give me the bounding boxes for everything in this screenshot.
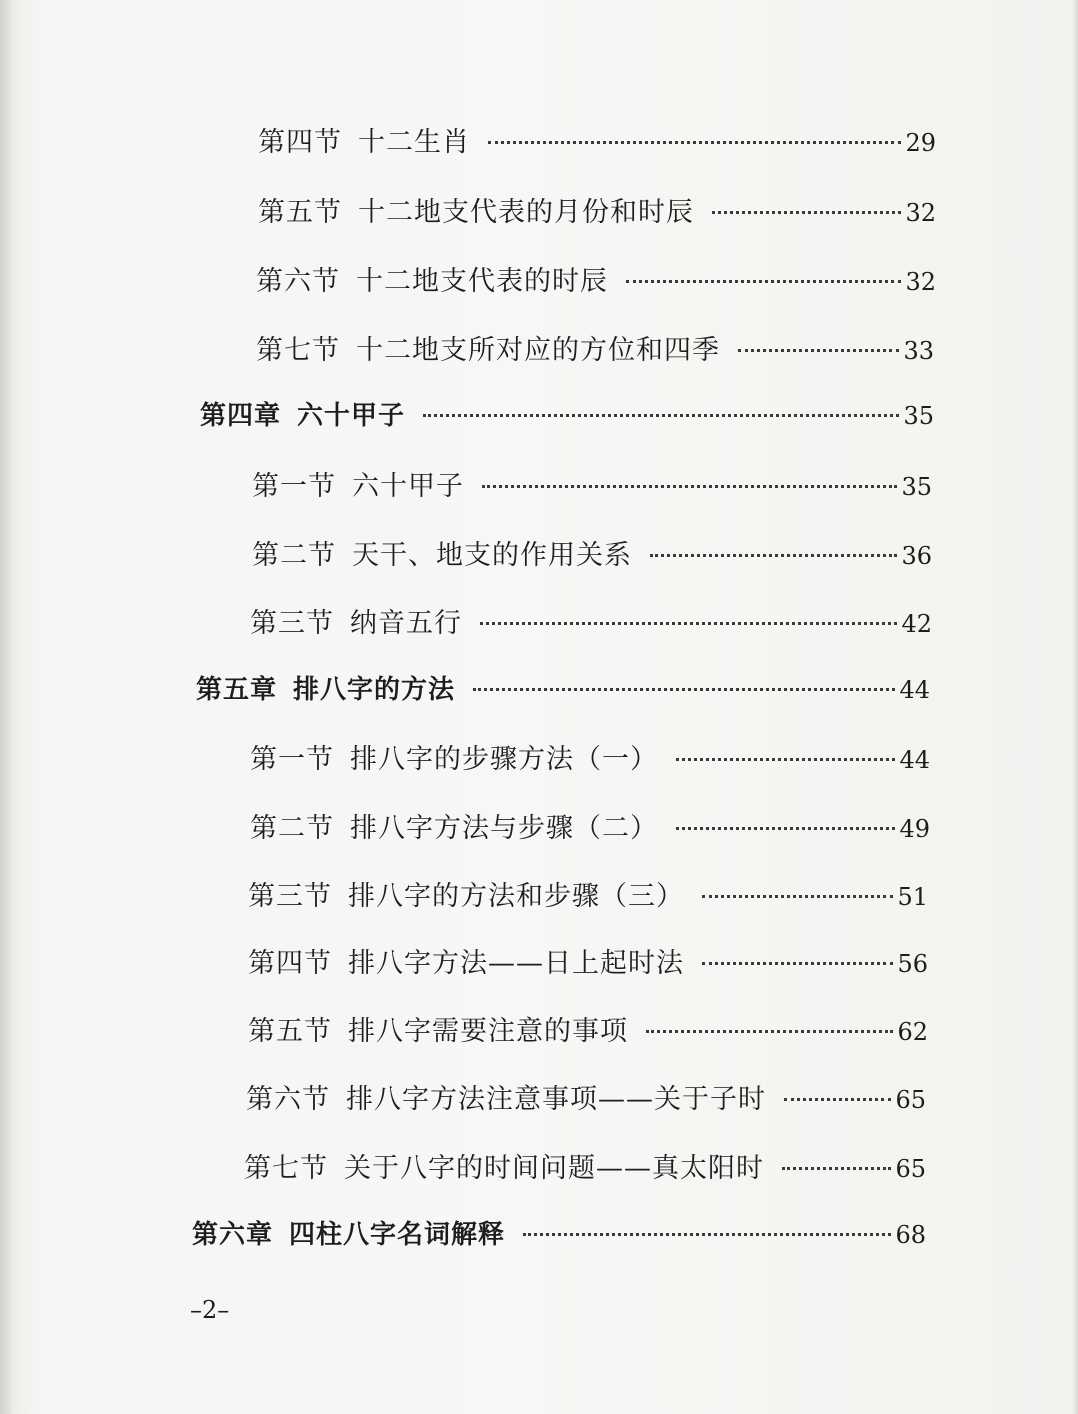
toc-entry-page: 44 — [899, 746, 930, 774]
dot-leader — [473, 688, 895, 691]
toc-entry-label: 第七节 — [244, 1153, 328, 1184]
toc-entry-title: 纳音五行 — [350, 608, 462, 639]
toc-entry-title: 排八字方法与步骤（二） — [350, 813, 658, 844]
toc-entry — [250, 806, 930, 846]
toc-entry-title: 天干、地支的作用关系 — [352, 540, 632, 571]
toc-entry — [252, 533, 932, 573]
toc-entry-label: 第五章 — [196, 675, 278, 705]
toc-entry — [250, 737, 930, 777]
toc-entry-page: 35 — [903, 402, 934, 430]
toc-entry — [248, 941, 928, 981]
toc-entry-label: 第六节 — [256, 266, 340, 297]
toc-entry-page: 42 — [901, 610, 932, 638]
toc-entry-page: 33 — [903, 337, 934, 365]
toc-entry-page: 65 — [895, 1086, 926, 1114]
toc-entry-title: 关于八字的时间问题——真太阳时 — [344, 1153, 764, 1184]
dot-leader — [702, 895, 893, 898]
toc-entry-page: 62 — [897, 1018, 928, 1046]
toc-entry-page: 44 — [899, 676, 930, 704]
toc-entry-title: 排八字方法注意事项——关于子时 — [346, 1084, 766, 1115]
toc-entry-label: 第一节 — [252, 471, 336, 502]
dot-leader — [712, 211, 901, 214]
toc-entry-label: 第七节 — [256, 335, 340, 366]
toc-entry — [252, 464, 932, 504]
toc-entry — [248, 874, 928, 914]
toc-entry-title: 排八字的方法 — [293, 675, 456, 705]
dot-leader — [784, 1098, 891, 1101]
toc-entry-title: 排八字需要注意的事项 — [348, 1016, 628, 1047]
toc-entry-label: 第六节 — [246, 1084, 330, 1115]
toc-entry-label: 第三节 — [250, 608, 334, 639]
toc-entry-title: 排八字方法——日上起时法 — [348, 948, 684, 979]
toc-entry — [258, 120, 936, 160]
toc-entry-page: 65 — [895, 1155, 926, 1183]
toc-entry-label: 第四章 — [200, 401, 282, 431]
toc-entry — [250, 601, 932, 641]
dot-leader — [782, 1167, 891, 1170]
toc-chapter-entry — [192, 1214, 926, 1254]
toc-entry-label: 第一节 — [250, 744, 334, 775]
toc-entry-title: 十二地支代表的时辰 — [356, 266, 608, 297]
toc-chapter-entry — [196, 669, 930, 709]
toc-entry-label: 第六章 — [192, 1220, 274, 1250]
toc-entry-title: 四柱八字名词解释 — [289, 1220, 506, 1250]
toc-entry — [244, 1146, 926, 1186]
toc-entry — [256, 259, 936, 299]
dot-leader — [480, 622, 897, 625]
dot-leader — [702, 962, 893, 965]
toc-entry-label: 第五节 — [258, 197, 342, 228]
toc-entry-title: 排八字的步骤方法（一） — [350, 744, 658, 775]
toc-entry-title: 排八字的方法和步骤（三） — [348, 881, 684, 912]
toc-chapter-entry — [200, 395, 934, 435]
dot-leader — [626, 280, 901, 283]
toc-entry-page: 68 — [895, 1221, 926, 1249]
toc-entry-label: 第二节 — [252, 540, 336, 571]
toc-entry-page: 51 — [897, 883, 928, 911]
toc-entry-page: 56 — [897, 950, 928, 978]
dot-leader — [676, 827, 895, 830]
dot-leader — [676, 758, 895, 761]
dot-leader — [523, 1233, 891, 1236]
toc-entry-label: 第三节 — [248, 881, 332, 912]
dot-leader — [738, 349, 899, 352]
toc-entry-title: 十二地支所对应的方位和四季 — [356, 335, 720, 366]
toc-entry-page: 49 — [899, 815, 930, 843]
toc-entry — [256, 328, 934, 368]
toc-entry — [248, 1009, 928, 1049]
dot-leader — [423, 414, 899, 417]
toc-entry-title: 六十甲子 — [297, 401, 406, 431]
toc-entry-label: 第二节 — [250, 813, 334, 844]
toc-entry — [246, 1077, 926, 1117]
toc-entry-page: 36 — [901, 542, 932, 570]
dot-leader — [650, 554, 897, 557]
toc-entry-page: 32 — [905, 268, 936, 296]
toc-entry-page: 32 — [905, 199, 936, 227]
dot-leader — [488, 141, 901, 144]
toc-entry-title: 十二生肖 — [358, 127, 470, 158]
page-folio: –2– — [190, 1296, 230, 1324]
toc-entry — [258, 190, 936, 230]
dot-leader — [646, 1030, 893, 1033]
dot-leader — [482, 485, 897, 488]
toc-entry-title: 六十甲子 — [352, 471, 464, 502]
toc-entry-title: 十二地支代表的月份和时辰 — [358, 197, 694, 228]
toc-entry-page: 35 — [901, 473, 932, 501]
toc-entry-page: 29 — [905, 129, 936, 157]
toc-entry-label: 第五节 — [248, 1016, 332, 1047]
toc-entry-label: 第四节 — [258, 127, 342, 158]
toc-entry-label: 第四节 — [248, 948, 332, 979]
